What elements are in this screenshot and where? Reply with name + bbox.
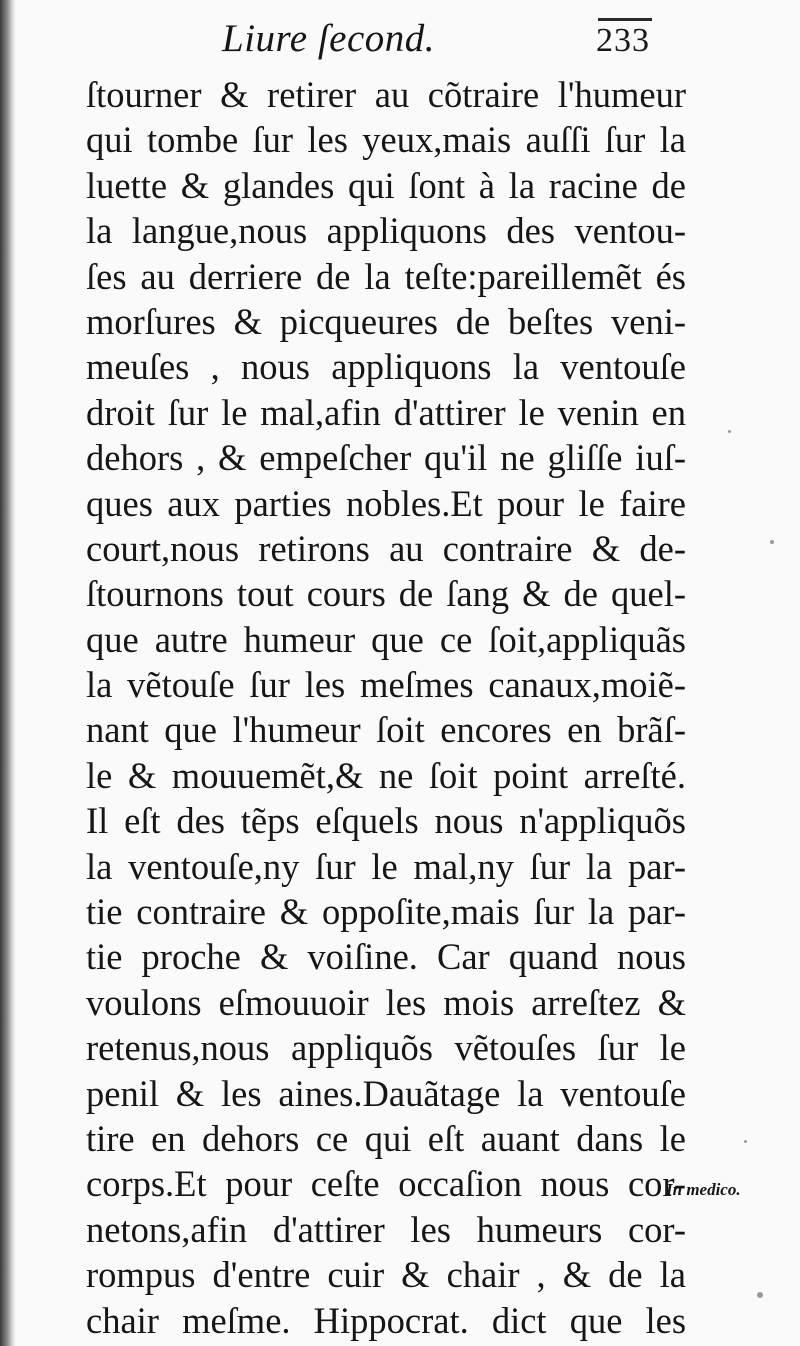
text-line: nant que l'humeur ſoit encores en brãſ- (86, 709, 686, 751)
running-header (0, 14, 800, 74)
text-line: ques aux parties nobles.Et pour le faire (86, 482, 686, 524)
text-line: tie contraire & oppoſite,mais ſur la par- (86, 891, 686, 933)
text-line: droit ſur le mal,afin d'attirer le venin en (86, 391, 686, 433)
text-line: voulons eſmouuoir les mois arreſtez & (86, 981, 686, 1023)
text-line: la ventouſe,ny ſur le mal,ny ſur la par- (86, 845, 686, 887)
text-line: Il eſt des tẽps eſquels nous n'appliquõs (86, 800, 686, 842)
text-line: penil & les aines.Dauãtage la ventouſe (86, 1072, 686, 1114)
text-line: ſtournons tout cours de ſang & de quel- (86, 573, 686, 615)
scan-speck (757, 1292, 763, 1298)
text-line: dehors , & empeſcher qu'il ne gliſſe iuſ- (86, 437, 686, 479)
text-line: ſes au derriere de la teſte:pareillemẽt és (86, 255, 686, 297)
text-line: le & mouuemẽt,& ne ſoit point arreſté. (86, 754, 686, 796)
page-number-rule (598, 18, 652, 21)
text-line: la langue,nous appliquons des ventou- (86, 210, 686, 252)
text-line: chair meſme. Hippocrat. dict que les (86, 1299, 687, 1341)
scan-speck (744, 1140, 747, 1143)
text-line: retenus,nous appliquõs vẽtouſes ſur le (86, 1027, 686, 1069)
text-line: corps.Et pour ceſte occaſion nous cor- (86, 1163, 686, 1205)
text-line: que autre humeur que ce ſoit,appliquãs (86, 618, 686, 660)
text-line: tie proche & voiſine. Car quand nous (86, 936, 686, 978)
running-title: Liure ſecond. (222, 17, 436, 60)
text-line: court,nous retirons au contraire & de- (86, 527, 686, 569)
scan-speck (770, 540, 774, 544)
text-line: meuſes , nous appliquons la ventouſe (86, 346, 686, 388)
body-text (86, 72, 686, 1343)
text-line: tire en dehors ce qui eſt auant dans le (86, 1117, 686, 1159)
text-line: ſtourner & retirer au cõtraire l'humeur (86, 74, 686, 115)
text-line: luette & glandes qui ſont à la racine de (86, 164, 686, 206)
margin-note: In medico. (666, 1180, 741, 1199)
text-line: la vẽtouſe ſur les meſmes canaux,moiẽ- (86, 664, 686, 706)
text-line: rompus d'entre cuir & chair , & de la (86, 1254, 686, 1296)
text-line: netons,afin d'attirer les humeurs cor- (86, 1208, 686, 1250)
scan-speck (728, 430, 731, 433)
text-line: morſures & picqueures de beſtes veni- (86, 300, 686, 342)
scanned-page-edge (0, 0, 16, 1346)
page-number: 233 (596, 22, 650, 59)
text-line: qui tombe ſur les yeux,mais auſſi ſur la (86, 119, 686, 161)
